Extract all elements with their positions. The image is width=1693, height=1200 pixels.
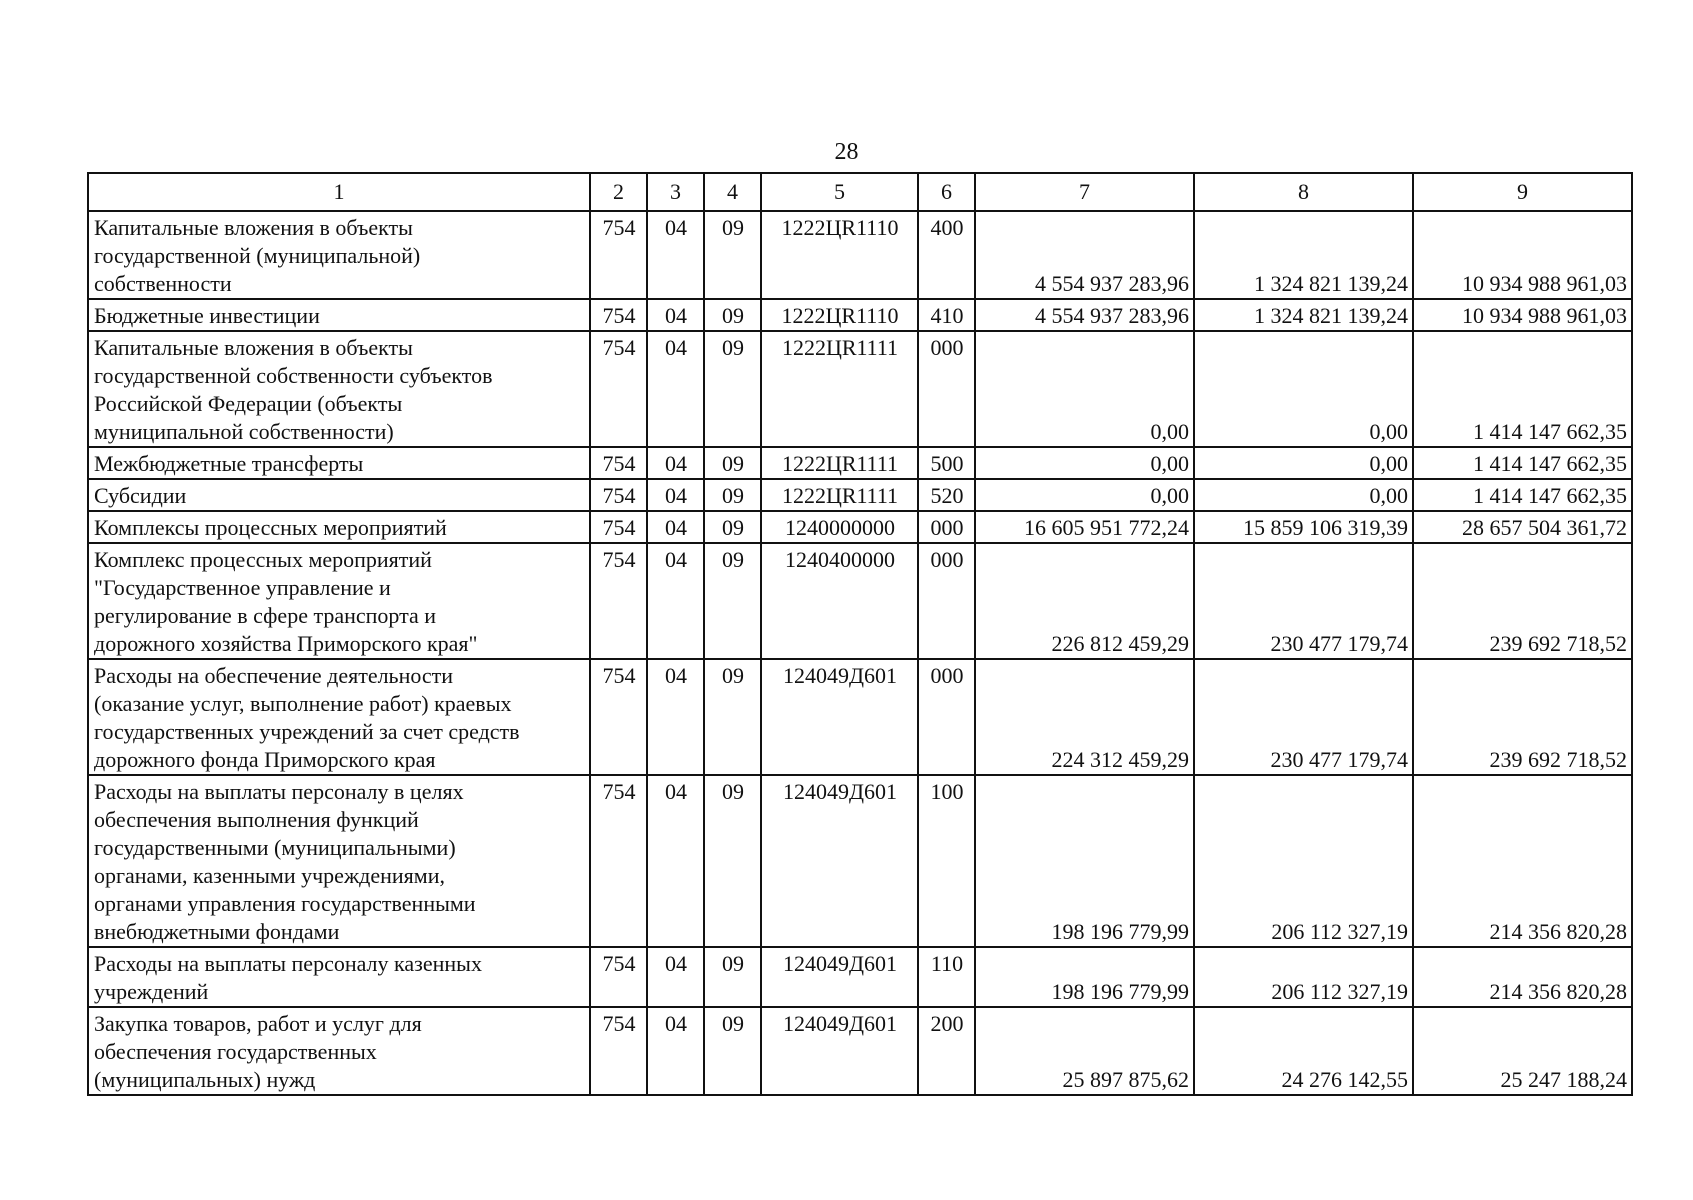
row-name: [88, 479, 590, 511]
row-name-line: обеспечения государственных: [94, 1039, 377, 1064]
row-name: [88, 331, 590, 447]
table-row: [88, 447, 1632, 479]
code-expense-type: 400: [918, 211, 975, 299]
code-section: 04: [647, 447, 704, 479]
row-name: [88, 543, 590, 659]
code-section: 04: [647, 211, 704, 299]
row-name-line: Комплексы процессных мероприятий: [94, 515, 447, 540]
code-section: 04: [647, 331, 704, 447]
amount-col-9: 1 414 147 662,35: [1413, 331, 1632, 447]
code-expense-type: 000: [918, 511, 975, 543]
row-name-line: внебюджетными фондами: [94, 919, 340, 944]
code-admin: 754: [590, 947, 647, 1007]
amount-col-9: 239 692 718,52: [1413, 543, 1632, 659]
amount-col-9: 1 414 147 662,35: [1413, 479, 1632, 511]
header-row: [88, 173, 1632, 211]
code-expense-type: 410: [918, 299, 975, 331]
table-row: [88, 1007, 1632, 1095]
code-target-article: 1222ЦR1111: [761, 331, 918, 447]
row-name-line: обеспечения выполнения функций: [94, 807, 419, 832]
table-row: [88, 479, 1632, 511]
table-row: [88, 775, 1632, 947]
code-admin: 754: [590, 543, 647, 659]
code-target-article: 124049Д601: [761, 775, 918, 947]
table-row: [88, 543, 1632, 659]
row-name-line: Расходы на обеспечение деятельности: [94, 663, 454, 688]
row-name: [88, 299, 590, 331]
code-expense-type: 520: [918, 479, 975, 511]
table-row: [88, 299, 1632, 331]
code-subsection: 09: [704, 479, 761, 511]
amount-col-7: 16 605 951 772,24: [975, 511, 1194, 543]
row-name-line: "Государственное управление и: [94, 575, 391, 600]
row-name-line: Расходы на выплаты персоналу в целях: [94, 779, 464, 804]
column-header: 7: [975, 173, 1194, 211]
row-name: [88, 947, 590, 1007]
code-expense-type: 000: [918, 331, 975, 447]
column-header: 3: [647, 173, 704, 211]
code-subsection: 09: [704, 1007, 761, 1095]
table-row: [88, 659, 1632, 775]
code-target-article: 124049Д601: [761, 659, 918, 775]
row-name-line: государственными (муниципальными): [94, 835, 456, 860]
code-subsection: 09: [704, 447, 761, 479]
amount-col-9: 28 657 504 361,72: [1413, 511, 1632, 543]
amount-col-7: 198 196 779,99: [975, 775, 1194, 947]
code-section: 04: [647, 659, 704, 775]
code-section: 04: [647, 1007, 704, 1095]
code-admin: 754: [590, 479, 647, 511]
code-subsection: 09: [704, 331, 761, 447]
row-name-line: государственной (муниципальной): [94, 243, 421, 268]
row-name: [88, 1007, 590, 1095]
code-section: 04: [647, 543, 704, 659]
code-admin: 754: [590, 211, 647, 299]
row-name-line: Бюджетные инвестиции: [94, 303, 320, 328]
amount-col-8: 15 859 106 319,39: [1194, 511, 1413, 543]
row-name-line: Капитальные вложения в объекты: [94, 335, 413, 360]
code-subsection: 09: [704, 543, 761, 659]
amount-col-9: 10 934 988 961,03: [1413, 211, 1632, 299]
code-admin: 754: [590, 299, 647, 331]
code-target-article: 124049Д601: [761, 947, 918, 1007]
row-name: [88, 211, 590, 299]
row-name-line: Закупка товаров, работ и услуг для: [94, 1011, 422, 1036]
amount-col-8: 24 276 142,55: [1194, 1007, 1413, 1095]
row-name: [88, 775, 590, 947]
amount-col-7: 0,00: [975, 331, 1194, 447]
amount-col-8: 1 324 821 139,24: [1194, 211, 1413, 299]
code-target-article: 1240000000: [761, 511, 918, 543]
amount-col-7: 198 196 779,99: [975, 947, 1194, 1007]
amount-col-8: 230 477 179,74: [1194, 543, 1413, 659]
table-row: [88, 331, 1632, 447]
row-name-line: муниципальной собственности): [94, 419, 394, 444]
amount-col-8: 1 324 821 139,24: [1194, 299, 1413, 331]
row-name-line: Капитальные вложения в объекты: [94, 215, 413, 240]
column-header: 8: [1194, 173, 1413, 211]
amount-col-7: 224 312 459,29: [975, 659, 1194, 775]
row-name-line: дорожного фонда Приморского края: [94, 747, 436, 772]
code-admin: 754: [590, 331, 647, 447]
code-admin: 754: [590, 511, 647, 543]
amount-col-8: 0,00: [1194, 479, 1413, 511]
row-name-line: Межбюджетные трансферты: [94, 451, 364, 476]
code-admin: 754: [590, 659, 647, 775]
amount-col-7: 4 554 937 283,96: [975, 299, 1194, 331]
code-expense-type: 500: [918, 447, 975, 479]
code-admin: 754: [590, 775, 647, 947]
row-name-line: Российской Федерации (объекты: [94, 391, 403, 416]
column-header: 1: [88, 173, 590, 211]
table-row: [88, 511, 1632, 543]
amount-col-9: 10 934 988 961,03: [1413, 299, 1632, 331]
code-target-article: 1222ЦR1110: [761, 299, 918, 331]
column-header: 9: [1413, 173, 1632, 211]
row-name-line: Комплекс процессных мероприятий: [94, 547, 432, 572]
code-admin: 754: [590, 447, 647, 479]
amount-col-7: 0,00: [975, 447, 1194, 479]
code-target-article: 124049Д601: [761, 1007, 918, 1095]
code-section: 04: [647, 299, 704, 331]
page-number: 28: [834, 139, 859, 165]
code-expense-type: 100: [918, 775, 975, 947]
amount-col-9: 214 356 820,28: [1413, 775, 1632, 947]
amount-col-8: 0,00: [1194, 447, 1413, 479]
code-admin: 754: [590, 1007, 647, 1095]
code-expense-type: 200: [918, 1007, 975, 1095]
code-target-article: 1222ЦR1111: [761, 447, 918, 479]
table-row: [88, 947, 1632, 1007]
amount-col-9: 214 356 820,28: [1413, 947, 1632, 1007]
code-section: 04: [647, 479, 704, 511]
amount-col-8: 230 477 179,74: [1194, 659, 1413, 775]
row-name-line: Расходы на выплаты персоналу казенных: [94, 951, 482, 976]
code-target-article: 1240400000: [761, 543, 918, 659]
code-subsection: 09: [704, 775, 761, 947]
column-header: 6: [918, 173, 975, 211]
row-name: [88, 659, 590, 775]
table-header: [88, 173, 1632, 211]
code-subsection: 09: [704, 299, 761, 331]
amount-col-7: 226 812 459,29: [975, 543, 1194, 659]
row-name-line: государственной собственности субъектов: [94, 363, 493, 388]
row-name-line: органами управления государственными: [94, 891, 476, 916]
amount-col-7: 25 897 875,62: [975, 1007, 1194, 1095]
code-subsection: 09: [704, 659, 761, 775]
code-subsection: 09: [704, 947, 761, 1007]
amount-col-9: 239 692 718,52: [1413, 659, 1632, 775]
row-name: [88, 447, 590, 479]
row-name-line: (оказание услуг, выполнение работ) краевых: [94, 691, 512, 716]
amount-col-7: 0,00: [975, 479, 1194, 511]
table-row: [88, 211, 1632, 299]
row-name-line: Субсидии: [94, 483, 187, 508]
table-body: [88, 211, 1632, 1095]
amount-col-9: 1 414 147 662,35: [1413, 447, 1632, 479]
code-section: 04: [647, 947, 704, 1007]
row-name-line: дорожного хозяйства Приморского края": [94, 631, 478, 656]
row-name-line: собственности: [94, 271, 232, 296]
code-expense-type: 110: [918, 947, 975, 1007]
row-name-line: (муниципальных) нужд: [94, 1067, 316, 1092]
code-expense-type: 000: [918, 659, 975, 775]
column-header: 5: [761, 173, 918, 211]
row-name-line: государственных учреждений за счет средств: [94, 719, 520, 744]
row-name: [88, 511, 590, 543]
code-subsection: 09: [704, 211, 761, 299]
row-name-line: регулирование в сфере транспорта и: [94, 603, 437, 628]
code-subsection: 09: [704, 511, 761, 543]
row-name-line: органами, казенными учреждениями,: [94, 863, 445, 888]
amount-col-8: 0,00: [1194, 331, 1413, 447]
amount-col-8: 206 112 327,19: [1194, 947, 1413, 1007]
code-target-article: 1222ЦR1111: [761, 479, 918, 511]
row-name-line: учреждений: [94, 979, 209, 1004]
code-target-article: 1222ЦR1110: [761, 211, 918, 299]
column-header: 4: [704, 173, 761, 211]
budget-table: [87, 172, 1633, 1096]
amount-col-8: 206 112 327,19: [1194, 775, 1413, 947]
amount-col-9: 25 247 188,24: [1413, 1007, 1632, 1095]
code-section: 04: [647, 775, 704, 947]
code-section: 04: [647, 511, 704, 543]
amount-col-7: 4 554 937 283,96: [975, 211, 1194, 299]
column-header: 2: [590, 173, 647, 211]
code-expense-type: 000: [918, 543, 975, 659]
